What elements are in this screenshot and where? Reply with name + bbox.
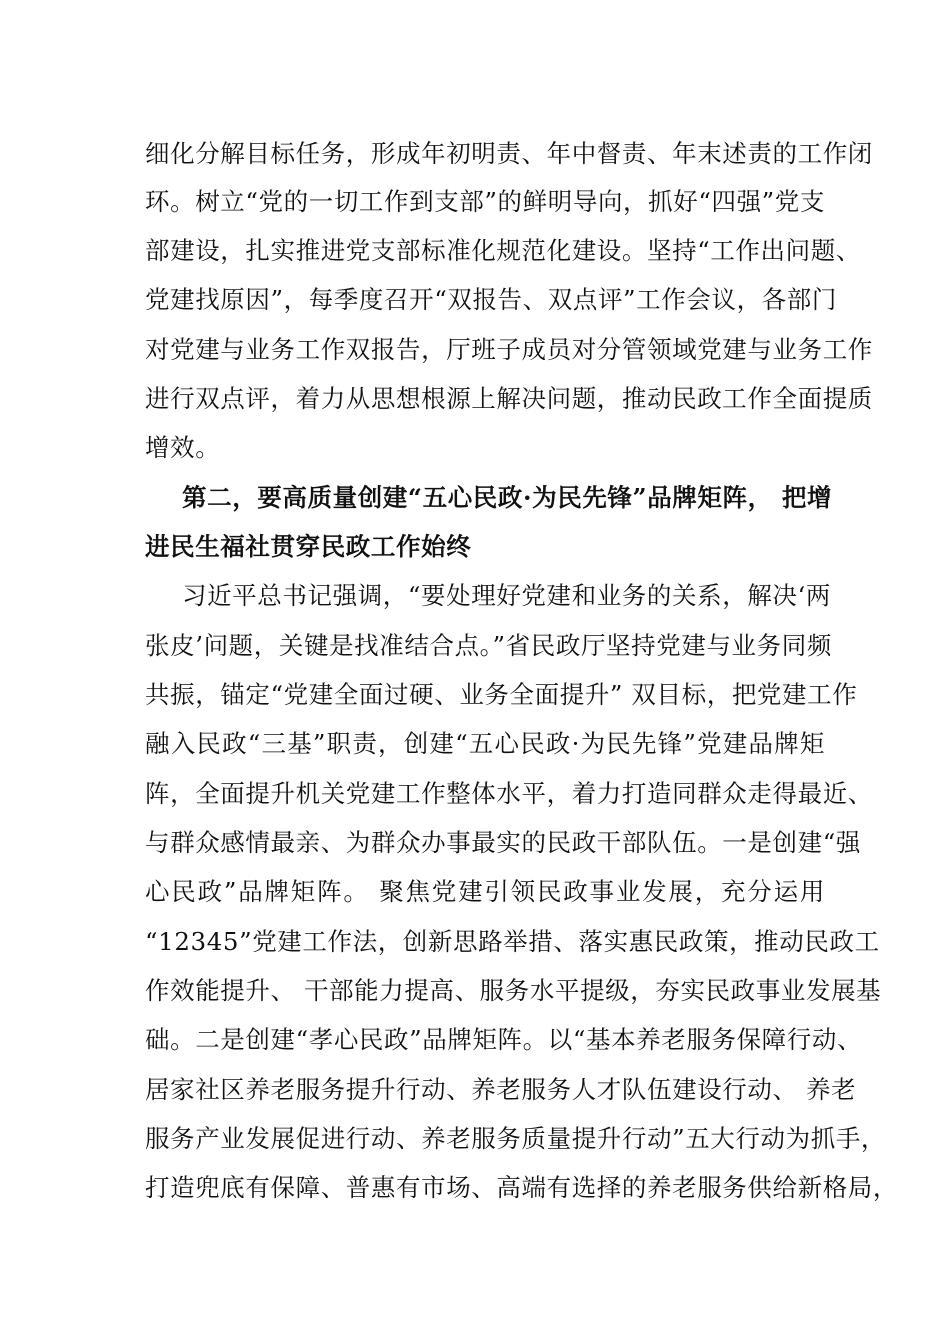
paragraph-line: 部建设，扎实推进党支部标准化规范化建设。坚持“工作出问题、: [145, 236, 861, 265]
paragraph-line: “12345”党建工作法，创新思路举措、落实惠民政策，推动民政工: [145, 927, 880, 956]
paragraph-line: 对党建与业务工作双报告，厅班子成员对分管领域党建与业务工作: [145, 335, 873, 364]
paragraph-line: 作效能提升、 干部能力提高、服务水平提级，夯实民政事业发展基: [145, 976, 882, 1005]
paragraph-line: 服务产业发展促进行动、养老服务质量提升行动”五大行动为抓手，: [145, 1124, 887, 1153]
paragraph-line: 心民政”品牌矩阵。 聚焦党建引领民政事业发展，充分运用: [145, 877, 825, 906]
paragraph-line: 融入民政“三基”职责，创建“五心民政·为民先锋”党建品牌矩: [145, 729, 825, 758]
paragraph-line: 进行双点评，着力从思想根源上解决问题，推动民政工作全面提质: [145, 384, 873, 413]
paragraph-line: 共振，锚定“党建全面过硬、业务全面提升” 双目标，把党建工作: [145, 680, 858, 709]
paragraph-line: 张皮’问题，关键是找准结合点。”省民政厅坚持党建与业务同频: [145, 631, 832, 660]
section-heading-line: 第二，要高质量创建“五心民政·为民先锋”品牌矩阵， 把增: [182, 483, 833, 512]
paragraph-line: 环。树立“党的一切工作到支部”的鲜明导向，抓好“四强”党支: [145, 187, 825, 216]
paragraph-line: 习近平总书记强调，“要处理好党建和业务的关系，解决‘两: [182, 581, 832, 610]
paragraph-line: 增效。: [145, 433, 221, 462]
paragraph-line: 细化分解目标任务，形成年初明责、年中督责、年末述责的工作闭: [145, 139, 873, 168]
paragraph-line: 阵，全面提升机关党建工作整体水平，着力打造同群众走得最近、: [145, 779, 873, 808]
section-heading-line: 进民生福社贯穿民政工作始终: [145, 532, 472, 561]
paragraph-line: 党建找原因”，每季度召开“双报告、双点评”工作会议，各部门: [145, 285, 837, 314]
paragraph-line: 打造兜底有保障、普惠有市场、高端有选择的养老服务供给新格局，: [145, 1173, 898, 1202]
paragraph-line: 与群众感情最亲、为群众办事最实的民政干部队伍。一是创建“强: [145, 828, 861, 857]
paragraph-line: 居家社区养老服务提升行动、养老服务人才队伍建设行动、 养老: [145, 1075, 857, 1104]
paragraph-line: 础。二是创建“孝心民政”品牌矩阵。以“基本养老服务保障行动、: [145, 1025, 863, 1054]
